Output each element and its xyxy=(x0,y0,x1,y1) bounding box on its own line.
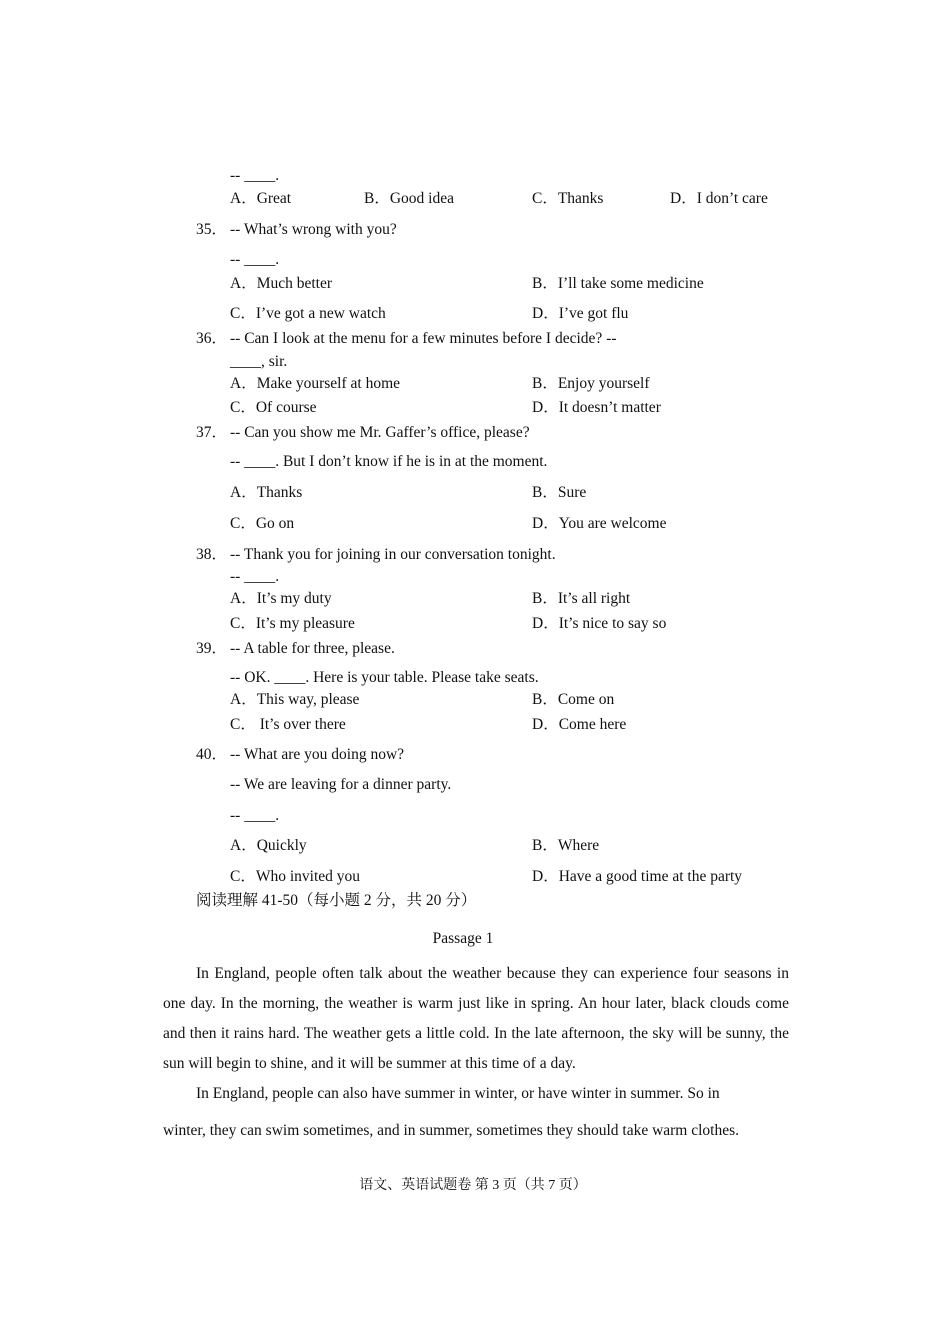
q39-prompt: -- A table for three, please. xyxy=(230,640,395,657)
q40-option-c: C．Who invited you xyxy=(230,868,361,885)
q40-prompt: -- What are you doing now? xyxy=(230,746,405,763)
q39-option-b: B．Come on xyxy=(532,691,615,708)
q40-option-b: B．Where xyxy=(532,837,600,854)
q38-option-b: B．It’s all right xyxy=(532,590,631,607)
q38-option-a: A．It’s my duty xyxy=(230,590,332,607)
q39-option-d: D．Come here xyxy=(532,716,627,733)
passage-paragraph-1: In England, people often talk about the weather because they can experience four seasons in one day. In the morning, the weather is warm just like in spring. An hour later, black clouds come and then it rains hard. The weather gets a little cold. In the late afternoon, the sky will be sunny, the sun will begin to shine, and it will be summer at this time of a day. xyxy=(163,965,789,1072)
q36-option-a: A．Make yourself at home xyxy=(230,375,401,392)
q37-option-a: A．Thanks xyxy=(230,484,303,501)
q35-prompt: -- What’s wrong with you? xyxy=(230,221,397,238)
q39-option-c: C． It’s over there xyxy=(230,716,346,733)
q37-option-c: C．Go on xyxy=(230,515,295,532)
q39-number: 39． xyxy=(196,640,228,657)
q38-number: 38． xyxy=(196,546,228,563)
q40-reply: -- ____. xyxy=(230,807,280,824)
q35-option-d: D．I’ve got flu xyxy=(532,305,629,322)
passage-title: Passage 1 xyxy=(432,930,494,947)
q37-number: 37． xyxy=(196,424,228,441)
q37-prompt: -- Can you show me Mr. Gaffer’s office, please? xyxy=(230,424,530,441)
q39-reply: -- OK. ____. Here is your table. Please take seats. xyxy=(230,669,539,686)
passage-paragraph-2-line-2: winter, they can swim sometimes, and in summer, sometimes they should take warm clothes. xyxy=(163,1122,740,1139)
q40-number: 40． xyxy=(196,746,228,763)
q35-option-c: C．I’ve got a new watch xyxy=(230,305,386,322)
q38-reply: -- ____. xyxy=(230,568,280,585)
q38-prompt: -- Thank you for joining in our conversation tonight. xyxy=(230,546,556,563)
q34-option-d: D．I don’t care xyxy=(670,190,768,207)
q36-number: 36． xyxy=(196,330,228,347)
q37-option-d: D．You are welcome xyxy=(532,515,667,532)
q36-reply: ____, sir. xyxy=(230,353,288,370)
q36-prompt: -- Can I look at the menu for a few minutes before I decide? -- xyxy=(230,330,617,347)
page-footer: 语文、英语试题卷 第 3 页（共 7 页） xyxy=(359,1178,587,1193)
section-title: 阅读理解 41-50（每小题 2 分，共 20 分） xyxy=(196,892,477,909)
q37-reply: -- ____. But I don’t know if he is in at the moment. xyxy=(230,453,548,470)
q35-option-b: B．I’ll take some medicine xyxy=(532,275,704,292)
q37-option-b: B．Sure xyxy=(532,484,587,501)
q36-option-c: C．Of course xyxy=(230,399,317,416)
q39-option-a: A．This way, please xyxy=(230,691,360,708)
q40-line2: -- We are leaving for a dinner party. xyxy=(230,776,452,793)
q38-option-d: D．It’s nice to say so xyxy=(532,615,667,632)
q35-option-a: A．Much better xyxy=(230,275,333,292)
q34-option-c: C．Thanks xyxy=(532,190,604,207)
q34-option-b: B．Good idea xyxy=(364,190,454,207)
passage-paragraph-2-line-1: In England, people can also have summer in winter, or have winter in summer. So in xyxy=(196,1085,720,1102)
q40-option-d: D．Have a good time at the party xyxy=(532,868,743,885)
q40-option-a: A．Quickly xyxy=(230,837,307,854)
q35-reply: -- ____. xyxy=(230,251,280,268)
q35-number: 35． xyxy=(196,221,228,238)
q38-option-c: C．It’s my pleasure xyxy=(230,615,355,632)
q34-option-a: A．Great xyxy=(230,190,292,207)
q36-option-d: D．It doesn’t matter xyxy=(532,399,661,416)
q36-option-b: B．Enjoy yourself xyxy=(532,375,650,392)
q34-blank: -- ____. xyxy=(230,167,280,184)
